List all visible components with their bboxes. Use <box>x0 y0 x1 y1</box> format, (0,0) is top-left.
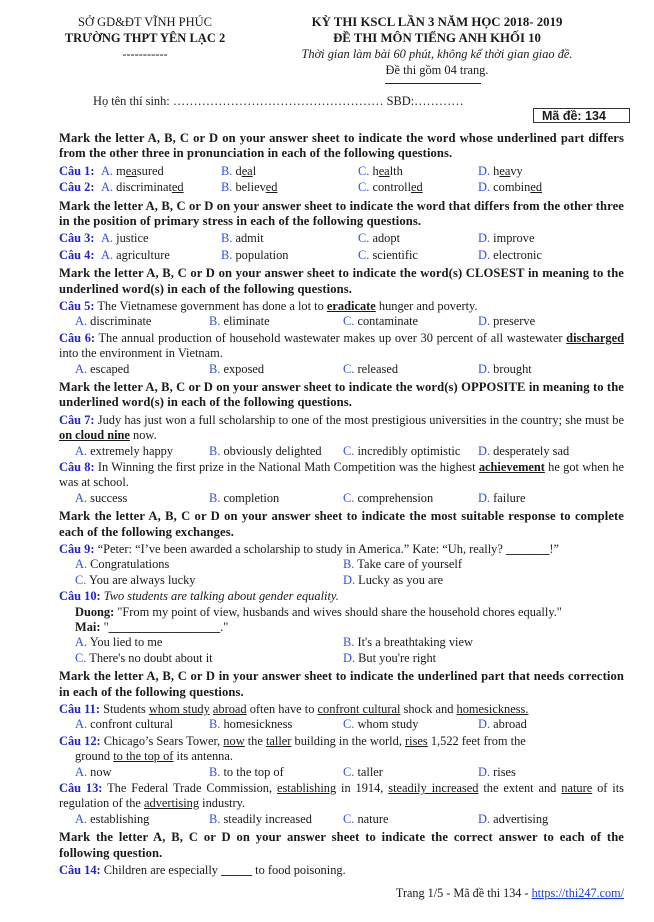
underlined-text: ed <box>171 180 184 195</box>
question-row <box>59 164 624 179</box>
question-stem <box>59 331 624 362</box>
options-row <box>59 362 624 377</box>
time-note: Thời gian làm bài 60 phút, không kể thời gian giao đề. <box>301 47 573 61</box>
question-label: Câu 1: <box>59 163 95 178</box>
answer-option <box>101 180 184 195</box>
answer-option <box>75 765 112 780</box>
question <box>59 413 624 459</box>
section-instruction: Mark the letter A, B, C or D on your answer sheet to indicate the correct answer to each of the following question. <box>59 830 624 860</box>
answer-option <box>75 362 129 377</box>
answer-option <box>209 491 279 506</box>
text-segment: lth <box>389 163 403 178</box>
section-instruction: Mark the letter A, B, C or D in your answer sheet to indicate the underlined part that needs correction in each of the following questions. <box>59 669 624 699</box>
option-letter: D. <box>478 490 491 505</box>
options-row <box>59 717 624 732</box>
option-letter: A. <box>75 490 88 505</box>
text-segment: confront cultural <box>90 717 174 732</box>
question <box>59 781 624 827</box>
option-letter: D. <box>478 163 491 178</box>
underlined-text: ea <box>125 163 137 178</box>
question <box>59 231 624 246</box>
answer-option <box>478 314 535 329</box>
underlined-text: ea <box>378 163 390 178</box>
header-dashes: ----------- <box>122 47 168 61</box>
pages-note: Đề thi gồm 04 trang. <box>385 63 489 77</box>
text-segment: exposed <box>223 361 265 376</box>
text-segment: the <box>244 733 266 748</box>
question-stem <box>59 460 624 491</box>
text-segment: building in the world, <box>291 733 406 748</box>
question <box>59 589 624 666</box>
option-letter: D. <box>478 811 491 826</box>
answer-option <box>75 491 127 506</box>
question-line <box>59 605 624 620</box>
text-segment: into the environment in Vietnam. <box>59 346 223 361</box>
answer-option <box>75 557 169 572</box>
answer-option <box>209 717 292 732</box>
text-segment: Chicago’s Sears Tower, <box>100 733 224 748</box>
text-segment: Students <box>99 702 149 717</box>
options-row <box>59 765 624 780</box>
option-letter: D. <box>343 572 356 587</box>
text-segment: The annual production of household wastewater makes up over 30 percent of all wastewater <box>95 330 567 345</box>
underlined-text: ea <box>499 163 511 178</box>
question-line <box>59 620 624 635</box>
option-letter: A. <box>75 443 88 458</box>
question <box>59 702 624 733</box>
options-row <box>59 491 624 506</box>
option-letter: A. <box>101 163 114 178</box>
answer-option <box>478 812 548 827</box>
option-letter: C. <box>358 231 370 246</box>
text-segment: Congratulations <box>90 557 170 572</box>
answer-option <box>478 491 526 506</box>
text-segment: In Winning the first prize in the National Math Competition was the highest <box>94 460 479 475</box>
option-letter: D. <box>478 717 491 732</box>
option-letter: B. <box>209 443 221 458</box>
question-stem <box>59 702 624 717</box>
text-segment: sured <box>136 163 164 178</box>
option-letter: D. <box>478 180 491 195</box>
underlined-text: achievement <box>478 460 545 475</box>
question-stem <box>59 542 624 557</box>
options-row <box>59 314 624 329</box>
question <box>59 164 624 179</box>
question-row <box>59 180 624 195</box>
underlined-text: taller <box>265 733 292 748</box>
text-segment: preserve <box>493 314 536 329</box>
option-letter: A. <box>75 361 88 376</box>
question-label: Câu 10: <box>59 589 101 604</box>
option-letter: B. <box>209 490 221 505</box>
option-letter: B. <box>209 361 221 376</box>
text-segment: You are always lucky <box>89 572 196 587</box>
answer-option <box>209 444 322 459</box>
exam-header <box>262 14 612 78</box>
options-row <box>59 573 624 588</box>
answer-option <box>358 164 403 179</box>
text-segment: extremely happy <box>90 443 174 458</box>
text-segment: The Vietnamese government has done a lot to <box>94 299 327 313</box>
text-segment: abroad <box>493 717 527 732</box>
answer-option <box>478 231 534 246</box>
answer-option <box>358 180 423 195</box>
option-letter: C. <box>75 650 87 665</box>
underlined-text: nature <box>561 781 593 796</box>
text-segment: advertising <box>493 811 549 826</box>
exam-content <box>59 128 624 879</box>
answer-option <box>75 573 195 588</box>
option-letter: B. <box>209 811 221 826</box>
text-segment: shock and <box>400 702 457 717</box>
text-segment: contaminate <box>357 314 419 329</box>
text-segment: Mai: <box>75 620 101 635</box>
text-segment: improve <box>493 231 535 246</box>
text-segment: whom study <box>357 717 419 732</box>
answer-option <box>343 635 473 650</box>
answer-option <box>221 180 277 195</box>
text-segment: It's a breathtaking view <box>357 635 473 650</box>
question-label: Câu 13: <box>59 781 103 796</box>
answer-option <box>343 314 418 329</box>
answer-option <box>343 362 398 377</box>
underlined-text: whom study <box>148 702 210 717</box>
option-letter: B. <box>221 180 233 195</box>
question-label: Câu 2: <box>59 180 95 195</box>
text-segment: population <box>235 247 289 262</box>
question <box>59 734 624 780</box>
text-segment: The Federal Trade Commission, <box>102 781 277 796</box>
options-row <box>59 557 624 572</box>
question-label: Câu 7: <box>59 412 95 427</box>
text-segment: _______ <box>505 542 550 557</box>
underlined-text: now <box>223 733 245 748</box>
text-segment: Children are especially <box>100 863 222 878</box>
underlined-text: on cloud nine <box>59 428 130 443</box>
section-instruction: Mark the letter A, B, C or D on your answer sheet to indicate the most suitable response to complete each of the following exchanges. <box>59 509 624 539</box>
text-segment: in 1914, <box>336 781 389 796</box>
underlined-text: ed <box>265 180 278 195</box>
question <box>59 248 624 263</box>
text-segment: completion <box>223 490 280 505</box>
answer-option <box>343 812 388 827</box>
answer-option <box>75 635 162 650</box>
answer-option <box>209 765 284 780</box>
text-segment: There's no doubt about it <box>89 650 213 665</box>
question-stem <box>59 413 624 444</box>
option-letter: B. <box>209 717 221 732</box>
question <box>59 863 624 878</box>
answer-option <box>343 444 460 459</box>
question-label: Câu 14: <box>59 863 101 878</box>
option-letter: D. <box>478 764 491 779</box>
option-letter: D. <box>343 650 356 665</box>
section-instruction: Mark the letter A, B, C or D on your answer sheet to indicate the word(s) OPPOSITE in meaning to the underlined word(s) in each of the following questions. <box>59 380 624 410</box>
text-segment: eliminate <box>223 314 270 329</box>
option-letter: C. <box>343 764 355 779</box>
text-segment: d <box>235 163 242 178</box>
question-line <box>59 749 624 764</box>
option-letter: C. <box>358 163 370 178</box>
underlined-text: ed <box>411 180 423 195</box>
text-segment: obviously delighted <box>223 443 322 458</box>
text-segment: taller <box>357 764 383 779</box>
text-segment: ground <box>75 749 114 764</box>
text-segment: combin <box>493 180 531 195</box>
subject-title: ĐỀ THI MÔN TIẾNG ANH KHỐI 10 <box>333 31 541 45</box>
underlined-text: advertising <box>144 796 200 811</box>
text-segment: escaped <box>90 361 130 376</box>
options-row <box>59 444 624 459</box>
question <box>59 331 624 377</box>
text-segment: Lucky as you are <box>358 572 444 587</box>
exam-title: KỲ THI KSCL LẦN 3 NĂM HỌC 2018- 2019 <box>311 15 563 29</box>
underlined-text: ed <box>530 180 543 195</box>
option-letter: A. <box>101 247 114 262</box>
text-segment: its antenna. <box>173 749 233 764</box>
answer-option <box>343 717 418 732</box>
answer-option <box>75 444 173 459</box>
text-segment: to food poisoning. <box>252 863 346 878</box>
option-letter: B. <box>343 557 355 572</box>
underlined-text: confront cultural <box>317 702 401 717</box>
section-instruction: Mark the letter A, B, C or D on your answer sheet to indicate the word that differs from the other three in the position of primary stress in each of the following questions. <box>59 198 624 228</box>
text-segment: brought <box>493 361 532 376</box>
answer-option <box>478 362 532 377</box>
underlined-text: ea <box>241 163 253 178</box>
option-letter: C. <box>343 361 355 376</box>
text-segment: success <box>90 490 128 505</box>
answer-option <box>478 164 523 179</box>
question-label: Câu 8: <box>59 460 95 475</box>
text-segment: nature <box>357 811 389 826</box>
text-segment: the extent and <box>478 781 562 796</box>
text-segment: admit <box>235 231 264 246</box>
text-segment: steadily increased <box>223 811 312 826</box>
option-letter: B. <box>209 314 221 329</box>
text-segment: Take care of yourself <box>357 557 462 572</box>
text-segment: “Peter: “I’ve been awarded a scholarship to study in America.” Kate: “Uh, really? <box>94 542 506 557</box>
question-stem <box>59 734 624 749</box>
answer-option <box>101 164 164 179</box>
text-segment: released <box>357 361 399 376</box>
text-segment: m <box>116 163 126 178</box>
answer-option <box>221 248 288 263</box>
option-letter: C. <box>343 314 355 329</box>
text-segment: often have to <box>246 702 318 717</box>
text-segment: establishing <box>90 811 150 826</box>
text-segment: discriminate <box>90 314 152 329</box>
question <box>59 180 624 195</box>
text-segment: justice <box>116 231 149 246</box>
section-instruction: Mark the letter A, B, C or D on your answer sheet to indicate the word(s) CLOSEST in meaning to the underlined word(s) in each of the following questions. <box>59 266 624 296</box>
option-letter: B. <box>209 764 221 779</box>
option-letter: C. <box>343 490 355 505</box>
answer-option <box>343 491 433 506</box>
text-segment: h <box>372 163 379 178</box>
underlined-text: homesickness. <box>456 702 529 717</box>
school-name: TRƯỜNG THPT YÊN LẠC 2 <box>64 31 226 45</box>
answer-option <box>358 248 418 263</box>
answer-option <box>478 765 516 780</box>
text-segment: !” <box>549 542 559 557</box>
answer-option <box>221 164 256 179</box>
text-segment: But you're right <box>358 650 437 665</box>
text-segment: scientific <box>372 247 418 262</box>
question-label: Câu 9: <box>59 542 95 557</box>
option-letter: C. <box>75 572 87 587</box>
text-segment: "From my point of view, husbands and wives should share the household chores equally." <box>114 604 562 619</box>
option-letter: B. <box>221 163 233 178</box>
underlined-text: to the top of <box>113 749 174 764</box>
text-segment: homesickness <box>223 717 293 732</box>
option-letter: A. <box>75 811 88 826</box>
text-segment: __________________ <box>108 620 221 635</box>
answer-option <box>209 812 312 827</box>
text-segment: industry. <box>199 796 246 811</box>
option-letter: A. <box>101 231 114 246</box>
answer-option <box>209 362 264 377</box>
answer-option <box>75 314 151 329</box>
text-segment: vy <box>510 163 523 178</box>
text-segment: ." <box>220 620 229 635</box>
option-letter: B. <box>343 635 355 650</box>
answer-option <box>75 717 173 732</box>
answer-option <box>343 557 462 572</box>
question-label: Câu 4: <box>59 247 95 262</box>
question-label: Câu 5: <box>59 299 95 313</box>
option-letter: D. <box>478 361 491 376</box>
text-segment: _____ <box>221 863 253 878</box>
underlined-text: discharged <box>566 330 624 345</box>
underlined-text: rises <box>405 733 428 748</box>
answer-option <box>478 248 542 263</box>
option-letter: A. <box>75 717 88 732</box>
text-segment: Two students are talking about gender equality. <box>100 589 339 604</box>
text-segment: You lied to me <box>89 635 163 650</box>
option-letter: D. <box>478 443 491 458</box>
option-letter: D. <box>478 231 491 246</box>
text-segment: believ <box>235 180 266 195</box>
exam-code-box: Mã đề: 134 <box>533 108 630 123</box>
department-name: SỞ GD&ĐT VĨNH PHÚC <box>78 15 212 29</box>
answer-option <box>343 573 443 588</box>
text-segment: incredibly optimistic <box>357 443 461 458</box>
option-letter: C. <box>358 180 370 195</box>
text-segment: hunger and poverty. <box>375 299 478 313</box>
text-segment: to the top of <box>223 764 284 779</box>
answer-option <box>101 248 170 263</box>
school-header <box>40 14 250 62</box>
text-segment: rises <box>493 764 516 779</box>
question-label: Câu 12: <box>59 733 101 748</box>
option-letter: C. <box>343 811 355 826</box>
option-letter: A. <box>101 180 114 195</box>
question-stem <box>59 781 624 812</box>
options-row <box>59 651 624 666</box>
text-segment: controll <box>372 180 412 195</box>
section-instruction: Mark the letter A, B, C or D on your answer sheet to indicate the word whose underlined part differs from the other three in pronunciation in each of the following questions. <box>59 131 624 161</box>
question-label: Câu 11: <box>59 702 100 717</box>
answer-option <box>478 444 569 459</box>
candidate-line: Họ tên thí sinh: …………………………………………… SBD:………… <box>93 94 464 108</box>
text-segment: he got when he was at school. <box>59 460 625 490</box>
footer-link[interactable]: https://thi247.com/ <box>531 886 624 900</box>
option-letter: B. <box>221 247 233 262</box>
text-segment: h <box>493 163 500 178</box>
option-letter: A. <box>75 635 88 650</box>
options-row <box>59 635 624 650</box>
answer-option <box>75 812 149 827</box>
underlined-text: establishing <box>276 781 337 796</box>
text-segment: desperately sad <box>493 443 570 458</box>
option-letter: A. <box>75 764 88 779</box>
answer-option <box>343 765 383 780</box>
footer-text: Trang 1/5 - Mã đề thi 134 - <box>395 886 532 900</box>
option-letter: C. <box>343 717 355 732</box>
text-segment: 1,522 feet from the <box>427 733 526 748</box>
option-letter: D. <box>478 247 491 262</box>
text-segment: now. <box>129 428 157 443</box>
option-letter: A. <box>75 557 88 572</box>
page-footer <box>396 886 624 901</box>
option-letter: A. <box>75 314 88 329</box>
text-segment: electronic <box>493 247 542 262</box>
option-letter: B. <box>221 231 233 246</box>
question-stem <box>59 589 624 604</box>
text-segment: failure <box>493 490 526 505</box>
question-label: Câu 6: <box>59 330 96 345</box>
question-row <box>59 248 624 263</box>
question <box>59 299 624 330</box>
text-segment: of its regulation of the <box>59 781 624 811</box>
answer-option <box>343 651 436 666</box>
question <box>59 460 624 506</box>
option-letter: C. <box>343 443 355 458</box>
question <box>59 542 624 588</box>
answer-option <box>478 717 527 732</box>
text-segment: discriminat <box>116 180 172 195</box>
underlined-text: abroad <box>212 702 247 717</box>
text-segment: l <box>252 163 257 178</box>
text-segment: agriculture <box>116 247 170 262</box>
text-segment: adopt <box>372 231 401 246</box>
underlined-text: eradicate <box>326 299 376 313</box>
answer-option <box>209 314 270 329</box>
option-letter: C. <box>358 247 370 262</box>
text-segment: Duong: <box>75 604 115 619</box>
text-segment: Judy has just won a full scholarship to one of the most prestigious universities in the country; she must be <box>94 412 624 427</box>
question-stem <box>59 863 624 878</box>
underlined-text: steadily increased <box>388 781 479 796</box>
question-row <box>59 231 624 246</box>
text-segment: now <box>90 764 112 779</box>
option-letter: D. <box>478 314 491 329</box>
header-divider <box>385 83 481 84</box>
options-row <box>59 812 624 827</box>
text-segment: comprehension <box>357 490 434 505</box>
question-label: Câu 3: <box>59 231 95 246</box>
answer-option <box>221 231 264 246</box>
answer-option <box>358 231 400 246</box>
answer-option <box>75 651 213 666</box>
answer-option <box>478 180 542 195</box>
question-stem <box>59 299 624 314</box>
text-segment: " <box>100 620 109 635</box>
answer-option <box>101 231 149 246</box>
